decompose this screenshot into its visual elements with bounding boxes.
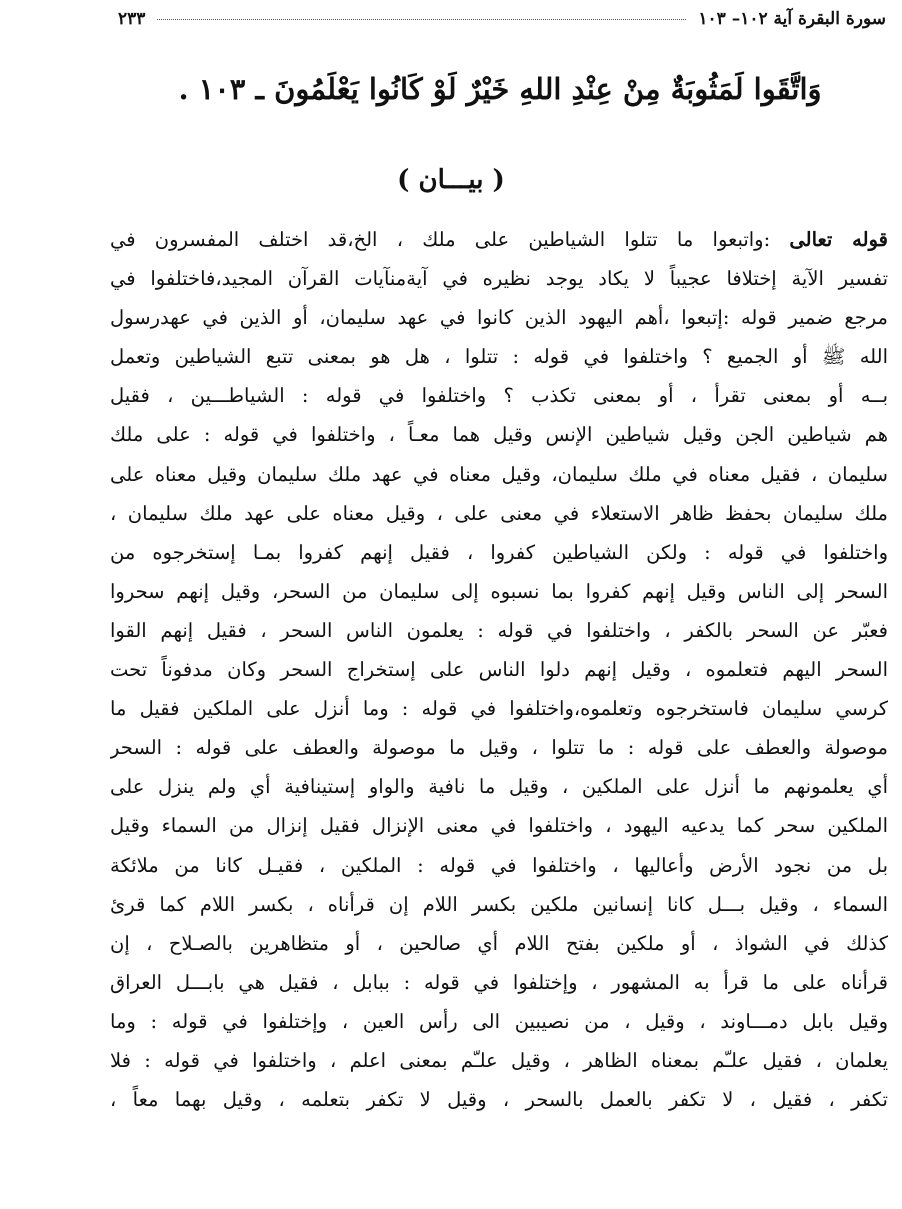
line-text: تفسير الآية إختلافا عجيباً لا يكاد يوجد نظيره في آيةمنآيات القرآن المجيد،فاختلفوا في: [110, 267, 888, 291]
line-text: السماء ، وقيل بـــل كانا إنسانين ملكين بكسر اللام إن قرأناه ، بكسر اللام كما قرئ: [110, 892, 888, 916]
line-text: وقيل بابل دمـــاوند ، وقيل ، من نصيبين الى رأس العين ، وإختلفوا في قوله : وما: [110, 1009, 888, 1033]
running-header: [118, 6, 886, 32]
line-text: كرسي سليمان فاستخرجوه وتعلموه،واختلفوا في قوله : وما أنزل على الملكين فقيل ما: [110, 697, 888, 721]
text-line: [110, 846, 888, 885]
text-line: [110, 728, 888, 767]
text-line: [110, 767, 888, 806]
text-line: [110, 1080, 888, 1119]
page-number: ٢٣٣: [118, 9, 146, 29]
line-text: فعبّر عن السحر بالكفر ، واختلفوا في قوله : يعلمون الناس السحر ، فقيل إنهم القوا: [110, 618, 888, 642]
line-text: الملكين سحر كما يدعيه اليهود ، واختلفوا في معنى الإنزال فقيل إنزال من السماء وقيل: [110, 814, 888, 838]
text-line: [110, 533, 888, 572]
text-line: [110, 611, 888, 650]
line-text: قرأناه على ما قرأ به المشهور ، وإختلفوا في قوله : ببابل ، فقيل هي بابـــل العراق: [110, 970, 888, 994]
line-text: :واتبعوا ما تتلوا الشياطين على ملك ، الخ،قد اختلف المفسرون في: [110, 228, 771, 251]
text-line: [110, 259, 888, 298]
text-line: [110, 298, 888, 337]
text-line: [110, 924, 888, 963]
text-line: [110, 337, 888, 376]
line-text: تكفر ، فقيل ، لا تكفر بالعمل بالسحر ، وقيل لا تكفر بتعلمه ، وقيل بهما معاً ،: [110, 1088, 888, 1112]
text-line: [110, 1002, 888, 1041]
text-line: [110, 806, 888, 845]
text-line: [110, 1041, 888, 1080]
quran-verse: وَاتَّقَوا لَمَثُوبَةٌ مِنْ عِنْدِ اللهِ خَيْرٌ لَوْ كَانُوا يَعْلَمُونَ ـ ١٠٣ .: [178, 72, 822, 106]
text-line: [110, 885, 888, 924]
line-text: كذلك في الشواذ ، أو ملكين بفتح اللام أي صالحين ، أو متظاهرين بالصـلاح ، إن: [110, 931, 888, 955]
line-text: الله ﷺ أو الجميع ؟ واختلفوا في قوله : تتلوا ، هل هو بمعنى تتبع الشياطين وتعمل: [110, 345, 888, 369]
text-line: [110, 220, 888, 259]
line-text: موصولة والعطف على قوله : ما تتلوا ، وقيل ما موصولة والعطف على قوله : السحر: [110, 736, 888, 760]
commentary-body: [110, 220, 888, 1119]
line-text: مرجع ضمير قوله :إتبعوا ،أهم اليهود الذين كانوا في عهد سليمان، أو الذين في عهدرسول: [110, 306, 888, 330]
line-text: سليمان ، فقيل معناه في ملك سليمان، وقيل معناه في عهد ملك سليمان وقيل معناه على: [110, 462, 888, 486]
text-line: [110, 689, 888, 728]
section-title: ( بيـــان ): [397, 165, 505, 195]
text-line: [110, 494, 888, 533]
line-text: السحر اليهم فتعلموه ، وقيل إنهم دلوا الناس على إستخراج السحر وكان مدفوناً تحت: [110, 658, 888, 682]
text-line: [110, 376, 888, 415]
line-text: السحر إلى الناس وقيل إنهم كفروا بما نسبوه إلى سليمان من السحر، وقيل إنهم سحروا: [110, 579, 888, 603]
text-line: [110, 455, 888, 494]
text-line: [110, 650, 888, 689]
line-text: ملك سليمان بحفظ ظاهر الاستعلاء في معنى على ، وقيل معناه على عهد ملك سليمان ،: [110, 501, 888, 525]
line-text: يعلمان ، فقيل علـّم بمعناه الظاهر ، وقيل علـّم بمعنى اعلم ، واختلفوا في قوله : فلا: [110, 1048, 888, 1072]
lead-phrase: قوله تعالى: [789, 228, 888, 251]
line-text: بــه أو بمعنى تقرأ ، أو بمعنى تكذب ؟ واختلفوا في قوله : الشياطـــين ، فقيل: [110, 384, 888, 408]
line-text: هم شياطين الجن وقيل شياطين الإنس وقيل هما معـاً ، واختلفوا في قوله : على ملك: [110, 423, 888, 447]
text-line: [110, 572, 888, 611]
header-dotted-rule: [157, 19, 686, 20]
line-text: بل من نجود الأرض وأعاليها ، واختلفوا في قوله : الملكين ، فقيـل كانا من ملائكة: [110, 853, 888, 877]
line-text: واختلفوا في قوله : ولكن الشياطين كفروا ، فقيل إنهم كفروا بمـا إستخرجوه من: [110, 540, 888, 564]
running-title: سورة البقرة آية ١٠٢– ١٠٣: [698, 9, 886, 29]
line-text: أي يعلمونهم ما أنزل على الملكين ، وقيل ما نافية والواو إستينافية أي ولم ينزل على: [110, 775, 888, 799]
text-line: [110, 963, 888, 1002]
text-line: [110, 415, 888, 454]
